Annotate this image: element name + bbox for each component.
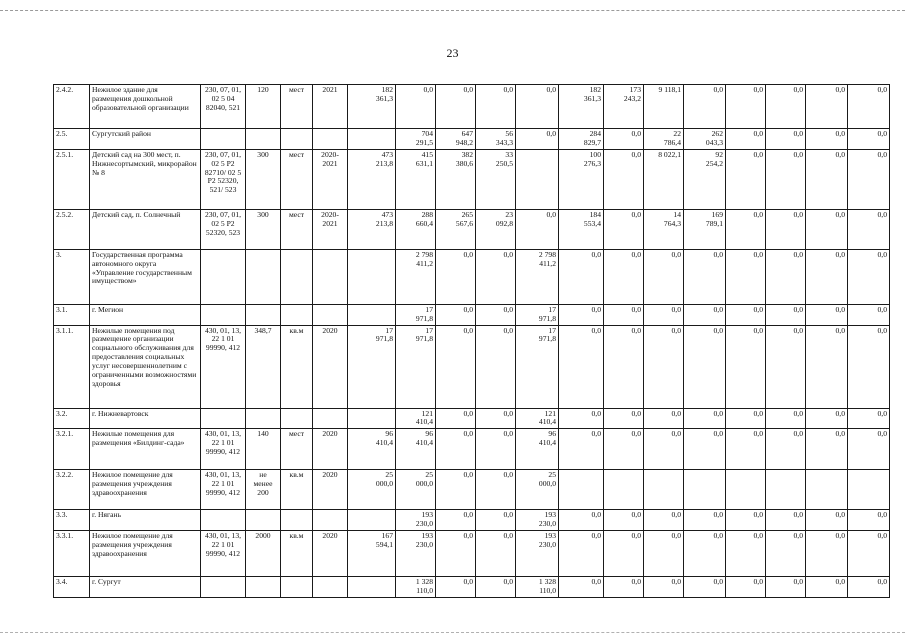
cell-total-cost: 473 213,8: [348, 149, 396, 209]
cell-funding-col-2: 0,0: [436, 408, 476, 429]
cell-budget-code: 230, 07, 01, 02 5 04 82040, 521: [201, 85, 246, 129]
cell-funding-total: 288 660,4: [396, 209, 436, 249]
cell-funding-col-11: 0,0: [806, 325, 848, 408]
cell-funding-col-10: [766, 470, 806, 510]
cell-funding-col-12: [848, 470, 890, 510]
cell-period: 2020- 2021: [313, 209, 348, 249]
cell-funding-col-5: 0,0: [559, 429, 604, 470]
cell-period: 2020: [313, 325, 348, 408]
cell-funding-col-5: 0,0: [559, 304, 604, 325]
cell-period: 2020: [313, 429, 348, 470]
cell-funding-col-6: 0,0: [604, 209, 644, 249]
cell-funding-col-2: 0,0: [436, 510, 476, 531]
cell-funding-col-10: 0,0: [766, 304, 806, 325]
cell-unit: [281, 408, 313, 429]
cell-funding-col-5: 0,0: [559, 510, 604, 531]
cell-object-name: г. Нижневартовск: [90, 408, 201, 429]
cell-funding-col-12: 0,0: [848, 510, 890, 531]
cell-funding-col-11: 0,0: [806, 249, 848, 304]
table-row: [54, 85, 890, 129]
table-row: [54, 249, 890, 304]
cell-total-cost: [348, 577, 396, 598]
cell-unit: [281, 304, 313, 325]
cell-total-cost: 182 361,3: [348, 85, 396, 129]
cell-funding-col-4: 25 000,0: [516, 470, 559, 510]
cell-funding-col-7: 0,0: [644, 408, 684, 429]
cell-funding-col-11: 0,0: [806, 510, 848, 531]
cell-funding-col-12: 0,0: [848, 531, 890, 577]
cell-period: 2021: [313, 85, 348, 129]
cell-funding-col-7: 0,0: [644, 249, 684, 304]
cell-funding-col-10: 0,0: [766, 325, 806, 408]
table-row: [54, 470, 890, 510]
cell-funding-col-11: 0,0: [806, 129, 848, 150]
cell-funding-col-6: 0,0: [604, 249, 644, 304]
table-row: [54, 577, 890, 598]
cell-funding-col-8: 262 043,3: [684, 129, 726, 150]
cell-funding-col-4: [516, 149, 559, 209]
cell-funding-col-8: 0,0: [684, 408, 726, 429]
cell-budget-code: [201, 129, 246, 150]
cell-total-cost: [348, 510, 396, 531]
cell-funding-col-9: 0,0: [726, 325, 766, 408]
cell-budget-code: 430, 01, 13, 22 1 01 99990, 412: [201, 531, 246, 577]
cell-funding-col-11: 0,0: [806, 149, 848, 209]
cell-row-number: 3.1.: [54, 304, 90, 325]
cell-capacity: [246, 304, 281, 325]
cell-total-cost: [348, 408, 396, 429]
cell-funding-col-11: 0,0: [806, 85, 848, 129]
table-row: [54, 149, 890, 209]
cell-funding-col-11: 0,0: [806, 531, 848, 577]
cell-object-name: Детский сад, п. Солнечный: [90, 209, 201, 249]
cell-funding-col-3: 33 250,5: [476, 149, 516, 209]
cell-funding-col-10: 0,0: [766, 149, 806, 209]
cell-funding-col-2: 382 380,6: [436, 149, 476, 209]
cell-funding-col-9: 0,0: [726, 304, 766, 325]
cell-capacity: [246, 577, 281, 598]
cell-budget-code: [201, 510, 246, 531]
cell-funding-col-5: 284 829,7: [559, 129, 604, 150]
cell-funding-col-4: 17 971,8: [516, 325, 559, 408]
cell-funding-col-8: [684, 470, 726, 510]
cell-funding-col-4: 0,0: [516, 85, 559, 129]
cell-funding-total: 193 230,0: [396, 531, 436, 577]
cell-object-name: Нежилые помещения под размещение организации социального обслуживания для предоставления социальных услуг несовершеннолетним с ограниченными возможностями здоровья: [90, 325, 201, 408]
cell-funding-col-9: 0,0: [726, 129, 766, 150]
cell-funding-col-6: 173 243,2: [604, 85, 644, 129]
cell-funding-col-5: 184 553,4: [559, 209, 604, 249]
cell-funding-col-5: 0,0: [559, 577, 604, 598]
cell-unit: кв.м: [281, 470, 313, 510]
cell-funding-col-2: 0,0: [436, 531, 476, 577]
cell-funding-col-4: 17 971,8: [516, 304, 559, 325]
cell-period: [313, 304, 348, 325]
cell-funding-col-10: 0,0: [766, 209, 806, 249]
cell-funding-col-9: 0,0: [726, 408, 766, 429]
cell-funding-total: 2 798 411,2: [396, 249, 436, 304]
cell-funding-col-12: 0,0: [848, 429, 890, 470]
cell-total-cost: 473 213,8: [348, 209, 396, 249]
cell-funding-col-3: 56 343,3: [476, 129, 516, 150]
cell-funding-col-8: 0,0: [684, 325, 726, 408]
cell-funding-col-9: 0,0: [726, 531, 766, 577]
cell-funding-col-12: 0,0: [848, 209, 890, 249]
cell-funding-col-3: 0,0: [476, 304, 516, 325]
cell-funding-col-5: 100 276,3: [559, 149, 604, 209]
cell-funding-col-10: 0,0: [766, 408, 806, 429]
cell-unit: мест: [281, 149, 313, 209]
cell-funding-total: 17 971,8: [396, 325, 436, 408]
cell-funding-total: 25 000,0: [396, 470, 436, 510]
cell-object-name: Нежилые помещения для размещения «Билдинг-сада»: [90, 429, 201, 470]
cell-capacity: 140: [246, 429, 281, 470]
cell-funding-col-7: 22 786,4: [644, 129, 684, 150]
cell-funding-col-4: 2 798 411,2: [516, 249, 559, 304]
cell-funding-col-5: 0,0: [559, 325, 604, 408]
cell-funding-col-2: 0,0: [436, 470, 476, 510]
cell-funding-col-3: 0,0: [476, 429, 516, 470]
cell-funding-total: 193 230,0: [396, 510, 436, 531]
table-row: [54, 510, 890, 531]
cell-capacity: не менее 200: [246, 470, 281, 510]
cell-budget-code: 430, 01, 13, 22 1 01 99990, 412: [201, 325, 246, 408]
cell-period: [313, 510, 348, 531]
cell-funding-col-2: 0,0: [436, 429, 476, 470]
cell-funding-col-8: 92 254,2: [684, 149, 726, 209]
cell-row-number: 3.2.1.: [54, 429, 90, 470]
cell-row-number: 2.4.2.: [54, 85, 90, 129]
cell-funding-col-8: 0,0: [684, 249, 726, 304]
cell-funding-col-3: 0,0: [476, 249, 516, 304]
cell-funding-col-6: 0,0: [604, 129, 644, 150]
cell-funding-col-7: 0,0: [644, 429, 684, 470]
cell-funding-col-6: 0,0: [604, 325, 644, 408]
cell-funding-col-8: 0,0: [684, 429, 726, 470]
cell-row-number: 2.5.1.: [54, 149, 90, 209]
cell-funding-col-4: 193 230,0: [516, 510, 559, 531]
cell-object-name: Государственная программа автономного округа «Управление государственным имуществом»: [90, 249, 201, 304]
cell-funding-col-9: 0,0: [726, 510, 766, 531]
cell-object-name: г. Нягань: [90, 510, 201, 531]
cell-funding-total: 415 631,1: [396, 149, 436, 209]
cell-total-cost: 167 594,1: [348, 531, 396, 577]
cell-unit: мест: [281, 209, 313, 249]
cell-capacity: [246, 510, 281, 531]
cell-funding-col-9: 0,0: [726, 577, 766, 598]
cell-funding-col-9: 0,0: [726, 85, 766, 129]
cell-period: [313, 577, 348, 598]
cell-row-number: 2.5.2.: [54, 209, 90, 249]
table-row: [54, 531, 890, 577]
table-row: [54, 209, 890, 249]
table-row: [54, 429, 890, 470]
cell-period: [313, 249, 348, 304]
table-row: [54, 304, 890, 325]
cell-funding-col-11: [806, 470, 848, 510]
cell-funding-col-2: 0,0: [436, 325, 476, 408]
cell-funding-col-12: 0,0: [848, 129, 890, 150]
cell-funding-col-3: 0,0: [476, 531, 516, 577]
cell-funding-col-6: 0,0: [604, 429, 644, 470]
cell-period: [313, 408, 348, 429]
scan-edge-bottom: [0, 632, 905, 633]
cell-funding-col-7: 0,0: [644, 577, 684, 598]
cell-funding-col-10: 0,0: [766, 129, 806, 150]
cell-funding-col-11: 0,0: [806, 429, 848, 470]
cell-funding-col-10: 0,0: [766, 510, 806, 531]
cell-total-cost: 96 410,4: [348, 429, 396, 470]
cell-funding-col-6: [604, 470, 644, 510]
cell-funding-col-5: 0,0: [559, 531, 604, 577]
cell-funding-col-10: 0,0: [766, 429, 806, 470]
cell-funding-col-10: 0,0: [766, 249, 806, 304]
cell-funding-total: 1 328 110,0: [396, 577, 436, 598]
cell-total-cost: 25 000,0: [348, 470, 396, 510]
cell-funding-total: 96 410,4: [396, 429, 436, 470]
cell-funding-col-2: 0,0: [436, 304, 476, 325]
cell-funding-col-9: 0,0: [726, 209, 766, 249]
cell-funding-total: 121 410,4: [396, 408, 436, 429]
cell-funding-col-12: 0,0: [848, 408, 890, 429]
cell-object-name: г. Мегион: [90, 304, 201, 325]
cell-unit: [281, 510, 313, 531]
budget-table: [53, 84, 890, 598]
cell-funding-col-4: 1 328 110,0: [516, 577, 559, 598]
cell-period: 2020: [313, 531, 348, 577]
cell-funding-col-7: [644, 470, 684, 510]
cell-funding-col-4: 0,0: [516, 129, 559, 150]
cell-funding-col-6: 0,0: [604, 577, 644, 598]
cell-funding-col-2: 0,0: [436, 577, 476, 598]
cell-capacity: [246, 129, 281, 150]
cell-period: [313, 129, 348, 150]
cell-unit: [281, 249, 313, 304]
cell-funding-col-6: 0,0: [604, 510, 644, 531]
cell-total-cost: 17 971,8: [348, 325, 396, 408]
cell-funding-col-7: 0,0: [644, 325, 684, 408]
cell-budget-code: 430, 01, 13, 22 1 01 99990, 412: [201, 470, 246, 510]
cell-funding-col-3: 0,0: [476, 577, 516, 598]
cell-funding-col-6: 0,0: [604, 149, 644, 209]
cell-funding-total: 0,0: [396, 85, 436, 129]
cell-capacity: 2000: [246, 531, 281, 577]
cell-funding-col-11: 0,0: [806, 408, 848, 429]
cell-funding-col-4: 0,0: [516, 209, 559, 249]
cell-funding-col-7: 14 764,3: [644, 209, 684, 249]
cell-object-name: Нежилое помещение для размещения учреждения здравоохранения: [90, 470, 201, 510]
cell-budget-code: [201, 577, 246, 598]
cell-funding-col-7: 0,0: [644, 304, 684, 325]
cell-object-name: г. Сургут: [90, 577, 201, 598]
cell-row-number: 3.3.1.: [54, 531, 90, 577]
cell-funding-total: 17 971,8: [396, 304, 436, 325]
cell-capacity: [246, 408, 281, 429]
cell-funding-col-12: 0,0: [848, 249, 890, 304]
cell-funding-col-5: 0,0: [559, 408, 604, 429]
cell-budget-code: 430, 01, 13, 22 1 01 99990, 412: [201, 429, 246, 470]
cell-object-name: Нежилое помещение для размещения учреждения здравоохранения: [90, 531, 201, 577]
table-body: [54, 85, 890, 598]
cell-object-name: Сургутский район: [90, 129, 201, 150]
cell-funding-col-3: 23 092,8: [476, 209, 516, 249]
cell-funding-col-12: 0,0: [848, 304, 890, 325]
cell-funding-col-6: 0,0: [604, 531, 644, 577]
cell-funding-col-4: 193 230,0: [516, 531, 559, 577]
cell-funding-col-6: 0,0: [604, 304, 644, 325]
cell-funding-col-5: [559, 470, 604, 510]
cell-funding-col-8: 0,0: [684, 510, 726, 531]
cell-funding-col-7: 0,0: [644, 510, 684, 531]
cell-funding-col-5: 0,0: [559, 249, 604, 304]
cell-funding-total: 704 291,5: [396, 129, 436, 150]
cell-funding-col-8: 0,0: [684, 531, 726, 577]
cell-budget-code: [201, 249, 246, 304]
cell-unit: мест: [281, 429, 313, 470]
cell-funding-col-10: 0,0: [766, 577, 806, 598]
cell-budget-code: [201, 304, 246, 325]
page-number: 23: [446, 46, 459, 60]
cell-budget-code: 230, 07, 01, 02 5 P2 52320, 523: [201, 209, 246, 249]
cell-funding-col-8: 0,0: [684, 577, 726, 598]
cell-funding-col-10: 0,0: [766, 85, 806, 129]
cell-funding-col-2: 265 567,6: [436, 209, 476, 249]
cell-capacity: 300: [246, 209, 281, 249]
table-row: [54, 325, 890, 408]
cell-funding-col-9: [726, 470, 766, 510]
cell-budget-code: [201, 408, 246, 429]
cell-funding-col-2: 0,0: [436, 85, 476, 129]
cell-row-number: 3.2.2.: [54, 470, 90, 510]
cell-row-number: 3.2.: [54, 408, 90, 429]
cell-period: 2020: [313, 470, 348, 510]
cell-period: 2020- 2021: [313, 149, 348, 209]
cell-row-number: 3.3.: [54, 510, 90, 531]
cell-object-name: Нежилое здание для размещения дошкольной образовательной организации: [90, 85, 201, 129]
cell-total-cost: [348, 249, 396, 304]
cell-capacity: [246, 249, 281, 304]
cell-funding-col-2: 0,0: [436, 249, 476, 304]
cell-object-name: Детский сад на 300 мест, п. Нижнесортымский, микрорайон № 8: [90, 149, 201, 209]
cell-funding-col-8: 169 789,1: [684, 209, 726, 249]
cell-funding-col-9: 0,0: [726, 149, 766, 209]
cell-capacity: 120: [246, 85, 281, 129]
cell-total-cost: [348, 304, 396, 325]
cell-funding-col-11: 0,0: [806, 209, 848, 249]
cell-unit: кв.м: [281, 531, 313, 577]
table-row: [54, 129, 890, 150]
cell-funding-col-8: 0,0: [684, 85, 726, 129]
cell-funding-col-9: 0,0: [726, 249, 766, 304]
cell-funding-col-11: 0,0: [806, 304, 848, 325]
cell-unit: кв.м: [281, 325, 313, 408]
cell-funding-col-7: 8 022,1: [644, 149, 684, 209]
cell-funding-col-7: 9 118,1: [644, 85, 684, 129]
cell-funding-col-8: 0,0: [684, 304, 726, 325]
cell-row-number: 3.: [54, 249, 90, 304]
table-row: [54, 408, 890, 429]
cell-funding-col-12: 0,0: [848, 577, 890, 598]
cell-funding-col-4: 121 410,4: [516, 408, 559, 429]
scan-edge-top: [0, 10, 905, 11]
cell-capacity: 300: [246, 149, 281, 209]
cell-funding-col-10: 0,0: [766, 531, 806, 577]
cell-funding-col-12: 0,0: [848, 325, 890, 408]
cell-funding-col-4: 96 410,4: [516, 429, 559, 470]
cell-funding-col-2: 647 948,2: [436, 129, 476, 150]
cell-funding-col-3: 0,0: [476, 470, 516, 510]
cell-funding-col-7: 0,0: [644, 531, 684, 577]
cell-unit: [281, 577, 313, 598]
cell-funding-col-11: 0,0: [806, 577, 848, 598]
cell-funding-col-6: 0,0: [604, 408, 644, 429]
cell-funding-col-3: 0,0: [476, 85, 516, 129]
cell-total-cost: [348, 129, 396, 150]
cell-funding-col-3: 0,0: [476, 408, 516, 429]
cell-budget-code: 230, 07, 01, 02 5 P2 82710/ 02 5 P2 52320, 521/ 523: [201, 149, 246, 209]
cell-funding-col-5: 182 361,3: [559, 85, 604, 129]
cell-unit: мест: [281, 85, 313, 129]
cell-funding-col-3: 0,0: [476, 325, 516, 408]
cell-row-number: 3.4.: [54, 577, 90, 598]
cell-funding-col-12: 0,0: [848, 149, 890, 209]
cell-unit: [281, 129, 313, 150]
cell-row-number: 2.5.: [54, 129, 90, 150]
cell-funding-col-9: 0,0: [726, 429, 766, 470]
cell-row-number: 3.1.1.: [54, 325, 90, 408]
cell-funding-col-12: 0,0: [848, 85, 890, 129]
cell-capacity: 348,7: [246, 325, 281, 408]
cell-funding-col-3: 0,0: [476, 510, 516, 531]
